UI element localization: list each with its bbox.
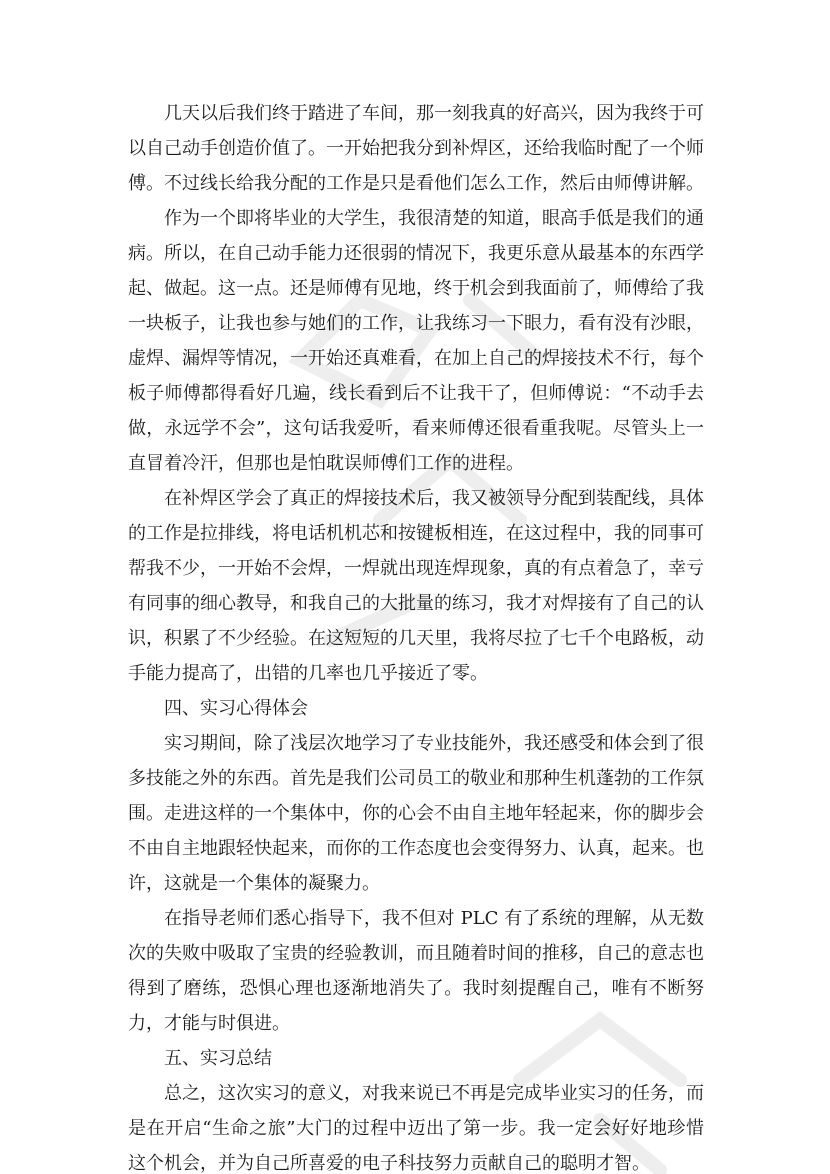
paragraph: 在补焊区学会了真正的焊接技术后，我又被领导分配到装配线，具体的工作是拉排线，将电话机机芯和按键板相连，在这过程中，我的同事可帮我不少，一开始不会焊，一焊就出现连焊现象，真的有点着急了，幸亏有同事的细心教导，和我自己的大批量的练习，我才对焊接有了自己的认识，积累了不少经验。在这短短的几天里，我将尽拉了七千个电路板，动手能力提高了，出错的几率也几乎接近了零。 [128,488,704,684]
paragraph: 在指导老师们悉心指导下，我不但对 PLC 有了系统的理解，从无数次的失败中吸取了宝贵的经验教训，而且随着时间的推移，自己的意志也得到了磨练，恐惧心理也逐渐地消失了。我时刻提醒自己，唯有不断努力，才能与时俱进。 [128,908,704,1034]
paragraph: 几天以后我们终于踏进了车间，那一刻我真的好高兴，因为我终于可以自己动手创造价值了。一开始把我分到补焊区，还给我临时配了一个师傅。不过线长给我分配的工作是只是看他们怎么工作，然后由师傅讲解。 [128,103,704,194]
section-heading-4: 四、实习心得体会 [164,698,308,719]
document-body [128,96,704,1174]
section-heading-5: 五、实习总结 [164,1048,272,1069]
paragraph: 实习期间，除了浅层次地学习了专业技能外，我还感受和体会到了很多技能之外的东西。首先是我们公司员工的敬业和那种生机蓬勃的工作氛围。走进这样的一个集体中，你的心会不由自主地年轻起来，你的脚步会不由自主地跟轻快起来，而你的工作态度也会变得努力、认真，起来。也许，这就是一个集体的凝聚力。 [128,733,704,894]
paragraph: 总之，这次实习的意义，对我来说已不再是完成毕业实习的任务，而是在开启“生命之旅”大门的过程中迈出了第一步。我一定会好好地珍惜这个机会，并为自己所喜爱的电子科技努力贡献自己的聪明才智。 [128,1083,704,1174]
paragraph: 作为一个即将毕业的大学生，我很清楚的知道，眼高手低是我们的通病。所以，在自己动手能力还很弱的情况下，我更乐意从最基本的东西学起、做起。这一点。还是师傅有见地，终于机会到我面前了，师傅给了我一块板子，让我也参与她们的工作，让我练习一下眼力，看有没有沙眼，虚焊、漏焊等情况，一开始还真难看，在加上自己的焊接技术不行，每个板子师傅都得看好几遍，线长看到后不让我干了，但师傅说：“不动手去做，永远学不会”，这句话我爱听，看来师傅还很看重我呢。尽管头上一直冒着冷汗，但那也是怕耽误师傅们工作的进程。 [128,208,704,474]
